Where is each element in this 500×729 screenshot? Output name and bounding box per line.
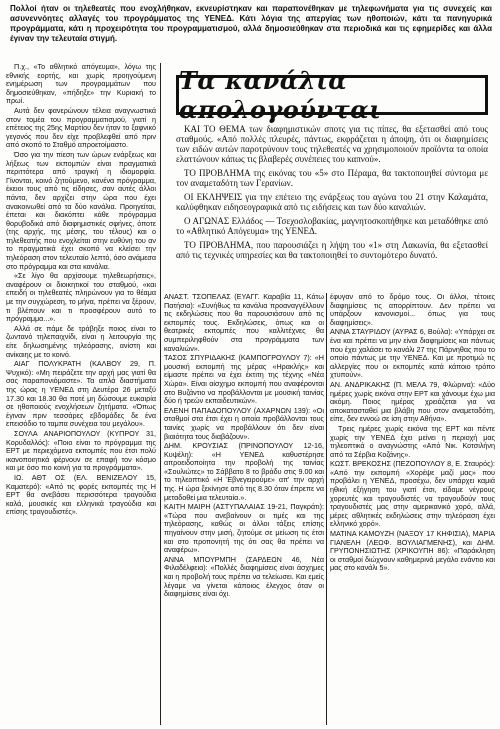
- box-title: Τα κανάλια απολογούνται: [179, 66, 382, 124]
- box-item: ΟΙ ΕΚΛΗΨΕΙΣ για την επέτειο της ενάρξεως του αγώνα του 21 στην Καλαμάτα, καλύφθηκαν ειδησεογραφικά από τις ειδήσεις και των δύο καναλιών.: [176, 192, 488, 212]
- letter: ΣΟΥΛΑ ΑΝΑΡΙΟΠΟΥΛΟΥ (ΚΥΠΡΟΥ 31, Κορυδαλλός): «Ποιο είναι το πρόγραμμα της ΕΡΤ με περιεχόμενα εκπομπές που έτσι πολύ ικανοποιητικά φέρνουν σε επαφή τον κόσμο και με όσο πιο κοινή για τα προγράμματα».: [6, 428, 156, 473]
- letter: ΚΑΙΤΗ ΜΑΙΡΗ (ΑΣΤΥΠΑΛΑΙΑΣ 19-21, Παγκράτι): «Τώρα που ανεβαίνουν οι τιμές και της τηλεόρασης, καθώς οι άλλοι τάξεις επίσης πηγαίνουν στην μισή, ζητούμε σε μείωση τις έτσι και στο προπονητή της ότι σας θα πρέπει να αναφέρω».: [164, 502, 324, 555]
- box-item: ΚΑΙ ΤΟ ΘΕΜΑ των διαφημιστικών σποτς για τις πίπες, θα εξετασθεί από τους σταθμούς. «Από πολλές πλευρές, πάντως, εκφράζεται η άποψη, ότι οι διαφημίσεις των ειδών αυτών παροτρύνουν τους τηλεθεατές να χρησιμοποιούν προϊόντα τα οποία ελαττώνουν κάπως τις βλαβερές συνέπειες του καπνού».: [176, 124, 488, 164]
- box-item: ΤΟ ΠΡΟΒΛΗΜΑ, που παρουσιάζει η λήψη του «1» στη Λακωνία, θα εξετασθεί από τις τεχνικές υπηρεσίες και θα τακτοποιηθεί το συντομότερο δυνατό.: [176, 240, 488, 260]
- column-divider-right: [326, 293, 327, 725]
- box-item: ΤΟ ΠΡΟΒΛΗΜΑ της εικόνας του «5» στο Πέραμα, θα τακτοποιηθεί σύντομα με τον αναμεταδότη των Γερανίων.: [176, 168, 488, 188]
- left-column-paragraph: Π.χ., «Το αθλητικό απόγευμα», λόγω της εθνικής εορτής, και χωρίς προηγούμενη ενημέρωση των προγραμμάτων που δημοσιεύθηκαν, «πήδηξε» την Κυριακή το πρωί.: [6, 63, 156, 106]
- letter: Τρεις ημέρες χωρίς εικόνα της ΕΡΤ και πέντε χωρίς την ΥΕΝΕΔ έχει μείνει η περιοχή μας τηλεοπτικά ο αναγνώστης «Από Νικ. Κοτσιλήνη από τα Σέρβια Κοζάνης».: [330, 423, 495, 459]
- column-divider-left: [160, 63, 161, 725]
- intro-paragraph: Πολλοί ήταν οι τηλεθεατές που ενοχλήθηκαν, εκνευρίστηκαν και παραπονέθηκαν με τηλεφωνήματα για τις συνεχείς και ασυνεννόητες αλλαγές του προγράμματος της ΥΕΝΕΔ. Κάτι λόγια της απεργίας των ηθοποιών, κάτι τα πανηγυρικά προγράμματα, κάτι η προχειρότητα του προγραμματισμού, αλλά δημοσιεύθηκαν στα περιοδικά και τις εφημερίδες και άλλα έγιναν την τελευταία στιγμή.: [10, 4, 492, 43]
- left-column-paragraph: Αυτά δεν φανερώνουν τέλεια αναγνωστικά στον τομέα του προγραμματισμού, γιατί η επέτειος της 25ης Μαρτίου δεν ήταν το ξαφνικό γεγονός που δεν είχε προβλεφθεί από πριν από σκοπό το Σταθμό απροετοίμαστο.: [6, 105, 156, 150]
- left-column-paragraph: «Σε λίγο θα αρχίσουμε τηλεθεωρήσεις», αναφέρουν οι διοικητικοί του σταθμού, «και επειδή οι τηλεθεατές πληρώνουν για το θέαμα με την συγχώρεση, το μήνα, πρέπει να ξέρουν, τι βλέπουν και τι προσφέρουν αυτό το πρόγραμμα...».: [6, 271, 156, 324]
- left-column: [6, 63, 156, 725]
- letter: ΑΝΑΣΤ. ΤΣΟΠΕΛΑΣ (ΕΥΑΓΓ. Καραβία 11, Κάτω Πατήσια): «Συνήθως τα κανάλια προαναγγέλλουν τις εκδηλώσεις που θα παρουσιάσουν από τις εκπομπές τους. Εκδηλώσεις, όπως και οι θεατρικές εκπομπές που καλλιτέχνες θα συμπεριληφθούν στα προγράμματα των καναλιών».: [164, 293, 324, 353]
- letter: ΑΝΝΑ ΣΤΑΥΡΙΔΟΥ (ΑΥΡΑΣ 6, Βούλα): «Υπάρχει σε ένα και πρέπει να μην είναι διαφημίσεις και πάντως που έχει χαλάσει το κανάλι 27 της Πάρνηθας που το οποίο πάντως με την ΥΕΝΕΔ. Και με προτιμώ τις αλλεργίες που οι εκπομπές κατά κάποιο τρόπο χτυπούν».: [330, 327, 495, 380]
- letter: ΜΑΤΙΝΑ ΚΑΜΟΥΖΗ (ΝΑΞΟΥ 17 ΚΗΦΙΣΙΑ), ΜΑΡΙΑ ΓΙΑΝΕΛΗ (ΛΕΩΦ. ΒΟΥΛΙΑΓΜΕΝΗΣ), και ΔΗΜ. ΓΡΥΠΟΝΗΣΙΩΤΗΣ (ΧΡΙΚΟΥΠΗ 86): «Παράκληση οι σταθμοί διώχνουν καθημερινά μεγάλο ενάντιο και μας στο κανάλι 5».: [330, 529, 495, 573]
- letter: έφυγαν από το δρόμο τους. Οι άλλοι, τέτοιες διαφημίσεις τις απορρίπτουν. Δεν πρέπει να υπάρξουν κανονισμοί... όπως για τους διαφημίσεις».: [330, 293, 495, 327]
- box-item: Ο ΑΓΩΝΑΣ Ελλάδος — Τσεχοσλοβακίας, μαγνητοσκοπήθηκε και μεταδόθηκε από το «Αθλητικό Απόγευμα» της ΥΕΝΕΔ.: [176, 216, 488, 236]
- letter: ΑΝ. ΑΝΔΡΙΚΑΚΗΣ (Π. ΜΕΛΑ 79, Φλώρινα): «Δύο ημέρες χωρίς εικόνα στην ΕΡΤ και χάνουμε έχω μια ακόμη. Ποιος ημέρας χρειάζεται για να αποκατασταθεί μια βλάβη που στον αναμεταδότη, είπε, δεν εννοώ σε ίση στην Αθήνα».: [330, 379, 495, 424]
- letter: ΙΩ. ΑΘΤ ΟΣ (ΕΛ. ΒΕΝΙΖΕΛΟΥ 15, Καματερό): «Από τις φορές εκπομπές της Η ΕΡΤ θα ανεβάσει περισσότερα τραγούδια καλά, μουσικές και ελληνικά τραγούδια και επίσης τραγουδιστές».: [6, 472, 156, 517]
- letter: ΑΝΝΑ ΜΠΟΥΡΜΠΗ (ΣΑΡΔΕΩΝ 46, Νέα Φιλαδέλφεια): «Πολλές διαφημίσεις είναι άσχημες και η προβολή τους πρέπει να τελείωσει. Και εμείς λέγαμε να γίνεται κάποιος έλεγχος όταν οι διαφημίσεις είναι όχι.: [164, 554, 324, 599]
- letters-column-middle: [164, 293, 324, 725]
- letters-column-right: [330, 293, 495, 725]
- letter: ΚΩΣΤ. ΒΡΕΚΟΣΗΣ (ΠΕΖΟΠΟΥΛΟΥ 8, Ε. Σταυρός): «Από την εκπομπή «Χορέψε μαζί μας» που προβάλει η ΥΕΝΕΔ, προσέχω, δεν υπάρχει καμιά ηθική εξήγηση του γιατί έτσι, είδαμε νέγρους χορευτές και τραγουδιστές να τραγουδούν τους τραγουδιστές μας στην αμερικανικό χορό, αλλά, μέρες αθλητικές εκδηλώσεις στην τηλεόραση έχει ελληνικό χορό».: [330, 459, 495, 529]
- letter: ΔΗΜ. ΚΡΟΥΣΙΑΣ (ΠΡΙΝΟΠΟΥΛΟΥ 12-16, Κυψέλη): «Η ΥΕΝΕΔ καθυστέρησε απροειδοποίητα την προβολή της ταινίας «Σουλιώτες» το Σάββατο 8 το βράδυ στις 9.00 και το τηλεοπτικό «Η Έβνεγειρούμε» απ' την αρχή της. Η ώρα ξεκίνησε από της 8.30 όταν έπρεπε να μεταδοθεί μια τελευταία.».: [164, 441, 324, 502]
- left-column-paragraph: Αλλά σε πάμε δε τράβηξε ποιος είναι το ζωντανό τηλεπαιχνίδι, είναι η λειτουργία της είτε δηλωσημένης τηλεόρασης, ανίστη και ανίκαιης με το κοινό.: [6, 323, 156, 359]
- box-heading: [176, 66, 488, 124]
- box-body: [176, 124, 488, 264]
- left-column-paragraph: Όσο για την πίεση των ώρων ενάρξεως και λήξεως των εκπομπών είναι πραγματικά περιττότερα από τραγική η ιδιομορφία. Γίνονται, κοινό ζητούμενο, κανένα πρόγραμμα, έκειοι τους από τις είδησες, σαν αυτές άλλοι πάντα, δεν αρχίζει στην ώρα που έχει ανακοινωθεί από τα δύο κανάλια. Προηγείται, έπεται και διακόπτει κάθε πρόγραμμα θορυβοδικά από διαφημιστικές σφήνες, όποτε (της αρχής, της μέσης, του τέλους) και ο τηλεθεατής που ενοχλείται στην ευθύνη του αν το πραγματικά έχει σκοπό να κλείσει την τηλεόραση στον τελευταίο λεπτό, όσο ανάμεσα στο πρόγραμμα και στα κανάλια.: [6, 149, 156, 271]
- letter: ΤΑΣΟΣ ΣΠΥΡΙΔΑΚΗΣ (ΚΑΜΠΟΓΡΟΥΛΟΥ 7): «Η μουσική εκπομπή της μέρας «Ηρακλής» και είμαστε πρέπει να έχει έκτιτη της τέχνης «Νέα Χώρα». Είναι αίσχημο εκπομπή που αναφέρονται στο Βυζάντιο να προβάλλονται με μουσική ταινίας δύο ή τρεών εκπαιδευτικών».: [164, 353, 324, 406]
- letter: ΑΙΑΓ ΠΟΛΥΚΡΑΤΗ (ΚΑΛΒΟΥ 29, Π. Ψυχικό): «Μη πειράζετε την αρχή μας γιατί θα σας παραπονιόμαστε». Τα απλά διαστήματα της ώρας η ΥΕΝΕΔ στη Δευτέρα 26 μεταξύ 17.30 και 18.30 θα ποτέ μη δώσουμε ευκαιρία σε ηθοποιούς ενοχλήσεων ζητήματα. «Όπως έγιναν πριν τεσσάρες εβδομάδες δε ένα επεισόδιο το ταμπα συνέχεια του μεγάλου».: [6, 359, 156, 429]
- letter: ΕΛΕΝΗ ΠΑΠΑΔΟΠΟΥΛΟΥ (ΑΧΑΡΝΩΝ 139): «Οι σταθμοί στα έτσι έχει η οποία προβάλλονται τους ταινίες χωρίς να προβάλλουν ότι δεν είναι βιαιότητα τους διαβάζουν».: [164, 405, 324, 441]
